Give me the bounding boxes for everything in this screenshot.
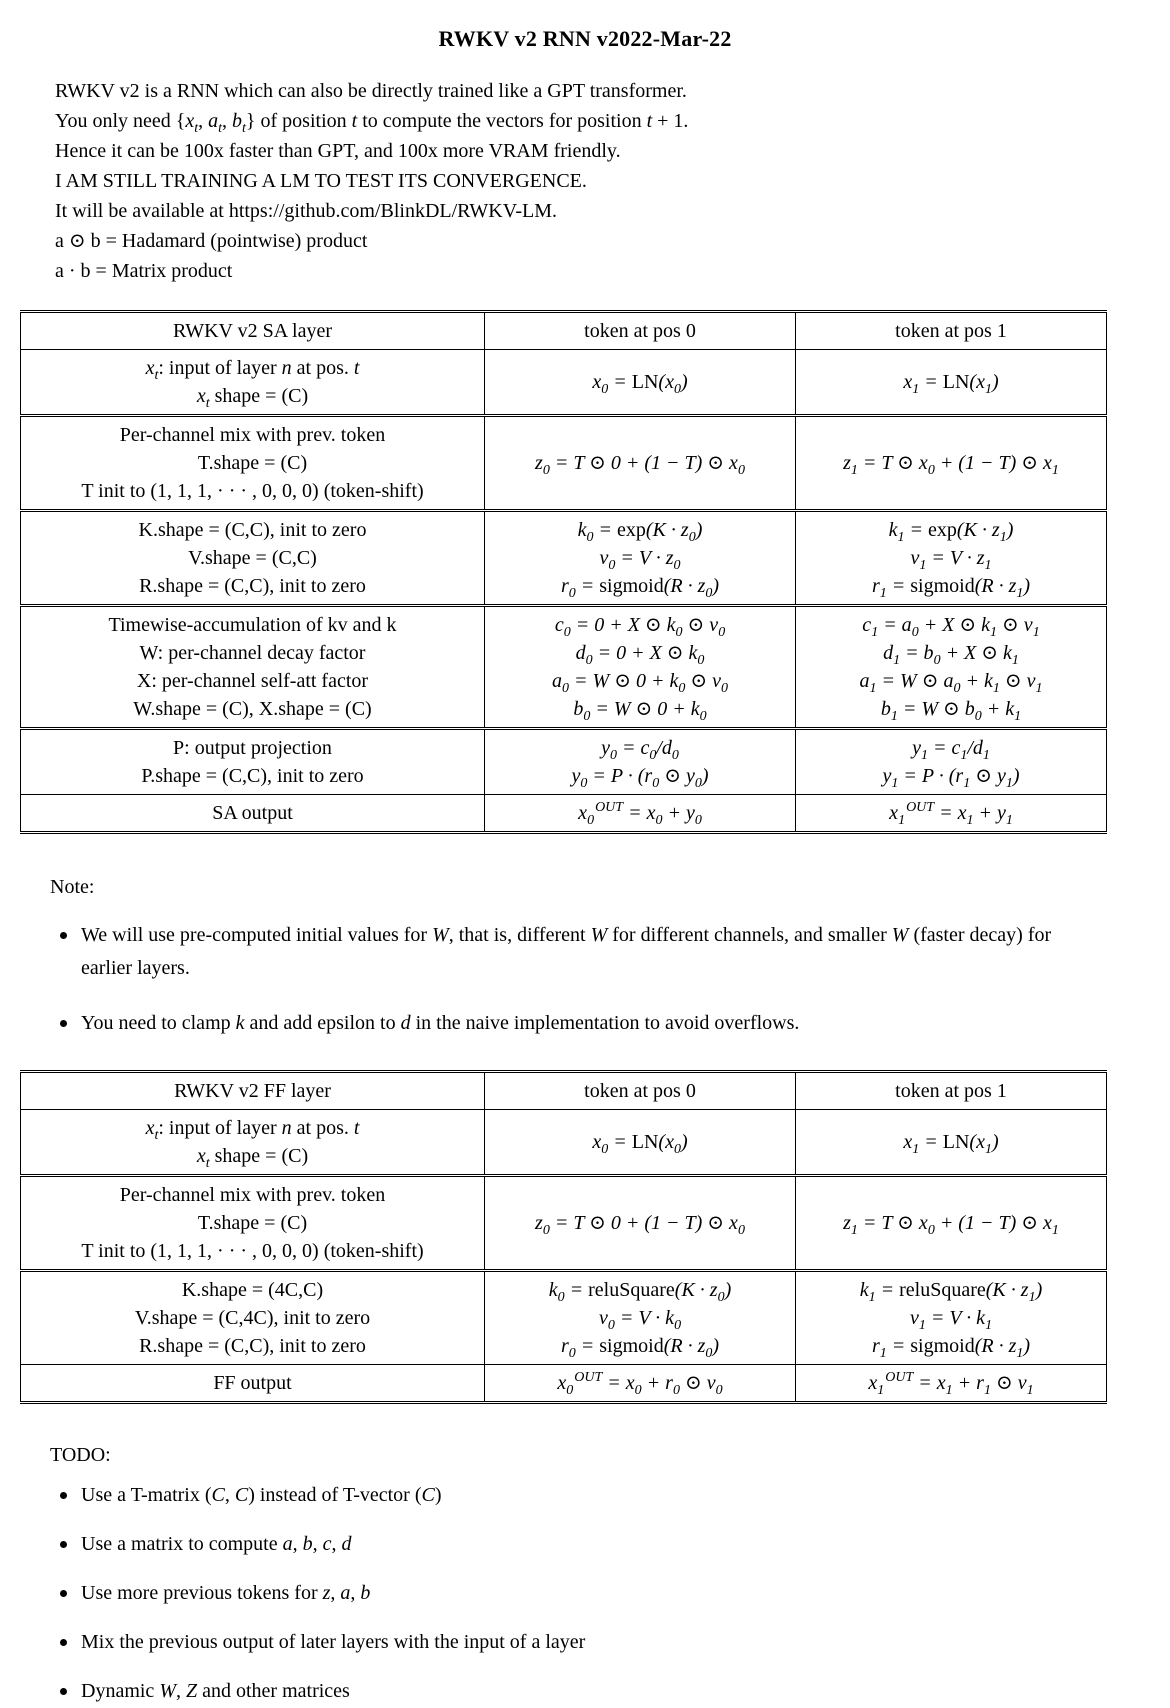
list-item (55, 1007, 1085, 1040)
desc-line: V.shape = (C,C) (188, 547, 317, 569)
token-pos0-cell (485, 1176, 796, 1271)
bullet-icon (60, 1590, 67, 1597)
intro-line: You only need {$x_t$, $a_t$, $b_t$} of position t to compute the vectors for position t + 1. (55, 110, 689, 136)
list-item (55, 1479, 1085, 1512)
bullet-icon (60, 932, 67, 939)
ff-layer-table (20, 1070, 1107, 1404)
intro-line: I AM STILL TRAINING A LM TO TEST ITS CONVERGENCE. (55, 170, 587, 192)
table-row (21, 606, 1107, 729)
formula-line: $z_1 = T$ ⊙ $x_0 + (1 - T)$ ⊙ $x_1$ (843, 452, 1059, 478)
formula-line: $d_1 = b_0 + X$ ⊙ $k_1$ (883, 642, 1019, 668)
table-row (21, 1176, 1107, 1271)
token-pos0-cell (485, 606, 796, 729)
column-header: token at pos 0 (485, 1072, 796, 1110)
token-pos0-cell (485, 1110, 796, 1176)
desc-cell (21, 729, 485, 795)
bullet-icon (60, 1020, 67, 1027)
table-row (21, 729, 1107, 795)
sa-layer-table (20, 310, 1107, 834)
formula-line: $v_1 = V \cdot k_1$ (909, 1307, 993, 1333)
desc-line: $x_t$ shape = (C) (196, 1145, 309, 1171)
formula-line: $z_0 = T$ ⊙ 0 + (1 − T) ⊙ $x_0$ (535, 1212, 745, 1238)
token-pos1-cell (796, 1110, 1107, 1176)
token-pos1-cell (796, 606, 1107, 729)
desc-line: K.shape = (C,C), init to zero (138, 519, 367, 541)
token-pos1-cell (796, 350, 1107, 416)
table-row (21, 416, 1107, 511)
token-pos0-cell (485, 1365, 796, 1403)
intro-paragraph (55, 76, 1170, 286)
token-pos0-cell (485, 511, 796, 606)
desc-line: T init to (1, 1, 1, · · · , 0, 0, 0) (token-shift) (81, 1240, 424, 1262)
desc-line: T.shape = (C) (197, 452, 308, 474)
list-item-text: Use more previous tokens for z, a, b (81, 1582, 371, 1604)
formula-line: $z_0 = T$ ⊙ 0 + (1 − T) ⊙ $x_0$ (535, 452, 745, 478)
formula-line: $b_1 = W$ ⊙ $b_0 + k_1$ (880, 698, 1022, 724)
desc-line: SA output (212, 802, 293, 824)
formula-line: $x_0 = LN(x_0)$ (592, 1131, 688, 1157)
list-item-text: Use a matrix to compute a, b, c, d (81, 1533, 352, 1555)
formula-line: $r_1$ = sigmoid(R · $z_1$) (871, 1335, 1031, 1361)
table-row (21, 795, 1107, 833)
desc-line: K.shape = (4C,C) (181, 1279, 324, 1301)
intro-line: It will be available at https://github.com/BlinkDL/RWKV-LM. (55, 200, 557, 222)
column-header: token at pos 1 (796, 1072, 1107, 1110)
desc-cell (21, 1365, 485, 1403)
desc-cell (21, 795, 485, 833)
formula-line: $a_1 = W$ ⊙ $a_0 + k_1$ ⊙ $v_1$ (859, 670, 1043, 696)
token-pos1-cell (796, 729, 1107, 795)
list-item-text: Mix the previous output of later layers with the input of a layer (81, 1631, 586, 1653)
formula-line: $k_0$ = reluSquare(K · $z_0$) (548, 1279, 732, 1305)
list-item (55, 1528, 1085, 1561)
formula-line: $x_0 = LN(x_0)$ (592, 371, 688, 397)
formula-line: $d_0 = 0 + X$ ⊙ $k_0$ (575, 642, 705, 668)
desc-line: $x_t$: input of layer n at pos. t (145, 1117, 360, 1143)
desc-line: $x_t$ shape = (C) (196, 385, 309, 411)
list-item-text: Dynamic W, Z and other matrices (81, 1680, 350, 1702)
token-pos0-cell (485, 1271, 796, 1365)
intro-line: Hence it can be 100x faster than GPT, and 100x more VRAM friendly. (55, 140, 621, 162)
column-header: RWKV v2 FF layer (174, 1080, 331, 1102)
formula-line: $y_0 = P \cdot (r_0$ ⊙ $y_0$) (571, 765, 709, 791)
desc-cell (21, 511, 485, 606)
formula-line: $v_1 = V \cdot z_1$ (910, 547, 992, 573)
token-pos1-cell (796, 1365, 1107, 1403)
bullet-icon (60, 1541, 67, 1548)
token-pos0-cell (485, 350, 796, 416)
formula-line: $y_1 = P \cdot (r_1$ ⊙ $y_1$) (882, 765, 1020, 791)
formula-line: $v_0 = V \cdot k_0$ (598, 1307, 682, 1333)
desc-line: R.shape = (C,C), init to zero (139, 1335, 366, 1357)
desc-line: Timewise-accumulation of kv and k (108, 614, 397, 636)
list-item-text: Use a T-matrix (C, C) instead of T-vector (C) (81, 1484, 442, 1506)
formula-line: $x_1^{OUT} = x_1 + y_1$ (889, 800, 1013, 828)
desc-line: W: per-channel decay factor (139, 642, 366, 664)
desc-cell (21, 1110, 485, 1176)
table-row (21, 1110, 1107, 1176)
todo-label: TODO: (50, 1444, 111, 1466)
desc-line: T.shape = (C) (197, 1212, 308, 1234)
column-header: token at pos 1 (796, 312, 1107, 350)
formula-line: $y_0 = c_0/d_0$ (601, 737, 679, 763)
list-item-text: We will use pre-computed initial values for W, that is, different W for different channels, and smaller W (faster decay) for earlier layers. (81, 924, 1052, 979)
note-list (55, 919, 1085, 1040)
desc-line: V.shape = (C,4C), init to zero (134, 1307, 371, 1329)
table-row (21, 1271, 1107, 1365)
desc-line: Per-channel mix with prev. token (119, 1184, 386, 1206)
token-pos0-cell (485, 795, 796, 833)
desc-line: Per-channel mix with prev. token (119, 424, 386, 446)
desc-line: FF output (213, 1372, 292, 1394)
list-item (55, 1577, 1085, 1610)
formula-line: $k_1$ = reluSquare(K · $z_1$) (859, 1279, 1043, 1305)
formula-line: $x_1^{OUT} = x_1 + r_1$ ⊙ $v_1$ (868, 1370, 1034, 1398)
table-row (21, 1365, 1107, 1403)
token-pos0-cell (485, 729, 796, 795)
formula-line: $k_0 = \exp(K \cdot z_0)$ (577, 519, 703, 545)
desc-line: T init to (1, 1, 1, · · · , 0, 0, 0) (token-shift) (81, 480, 424, 502)
token-pos1-cell (796, 1176, 1107, 1271)
formula-line: $r_0$ = sigmoid(R · $z_0$) (560, 575, 720, 601)
formula-line: $b_0 = W$ ⊙ $0 + k_0$ (573, 698, 707, 724)
desc-cell (21, 1176, 485, 1271)
formula-line: $z_1 = T$ ⊙ $x_0 + (1 - T)$ ⊙ $x_1$ (843, 1212, 1059, 1238)
note-label: Note: (50, 876, 95, 898)
desc-line: W.shape = (C), X.shape = (C) (133, 698, 372, 720)
desc-line: $x_t$: input of layer n at pos. t (145, 357, 360, 383)
formula-line: $k_1 = \exp(K \cdot z_1)$ (888, 519, 1014, 545)
column-header: RWKV v2 SA layer (172, 320, 333, 342)
desc-cell (21, 606, 485, 729)
formula-line: $c_0 = 0 + X$ ⊙ $k_0$ ⊙ $v_0$ (554, 614, 726, 640)
table-row (21, 511, 1107, 606)
formula-line: $v_0 = V \cdot z_0$ (599, 547, 681, 573)
formula-line: $c_1 = a_0 + X$ ⊙ $k_1$ ⊙ $v_1$ (862, 614, 1040, 640)
document-title: RWKV v2 RNN v2022-Mar-22 (438, 26, 732, 51)
formula-line: $y_1 = c_1/d_1$ (912, 737, 990, 763)
formula-line: $r_0$ = sigmoid(R · $z_0$) (560, 1335, 720, 1361)
bullet-icon (60, 1688, 67, 1695)
intro-line: a · b = Matrix product (55, 260, 233, 282)
desc-cell (21, 1271, 485, 1365)
list-item (55, 1626, 1085, 1659)
desc-cell (21, 416, 485, 511)
desc-line: P.shape = (C,C), init to zero (141, 765, 364, 787)
token-pos1-cell (796, 511, 1107, 606)
desc-cell (21, 350, 485, 416)
formula-line: $x_0^{OUT} = x_0 + r_0$ ⊙ $v_0$ (557, 1370, 723, 1398)
intro-line: a ⊙ b = Hadamard (pointwise) product (55, 230, 368, 252)
list-item (55, 1675, 1085, 1708)
formula-line: $x_1 = LN(x_1)$ (903, 1131, 999, 1157)
token-pos1-cell (796, 795, 1107, 833)
formula-line: $x_1 = LN(x_1)$ (903, 371, 999, 397)
formula-line: $x_0^{OUT} = x_0 + y_0$ (578, 800, 702, 828)
formula-line: $a_0 = W$ ⊙ $0 + k_0$ ⊙ $v_0$ (552, 670, 728, 696)
formula-line: $r_1$ = sigmoid(R · $z_1$) (871, 575, 1031, 601)
table-row (21, 350, 1107, 416)
column-header: token at pos 0 (485, 312, 796, 350)
bullet-icon (60, 1492, 67, 1499)
list-item (55, 919, 1085, 985)
bullet-icon (60, 1639, 67, 1646)
intro-line: RWKV v2 is a RNN which can also be directly trained like a GPT transformer. (55, 80, 687, 102)
token-pos1-cell (796, 416, 1107, 511)
desc-line: P: output projection (173, 737, 332, 759)
token-pos0-cell (485, 416, 796, 511)
list-item-text: You need to clamp k and add epsilon to d in the naive implementation to avoid overflows. (81, 1012, 800, 1034)
desc-line: R.shape = (C,C), init to zero (139, 575, 366, 597)
desc-line: X: per-channel self-att factor (136, 670, 369, 692)
token-pos1-cell (796, 1271, 1107, 1365)
